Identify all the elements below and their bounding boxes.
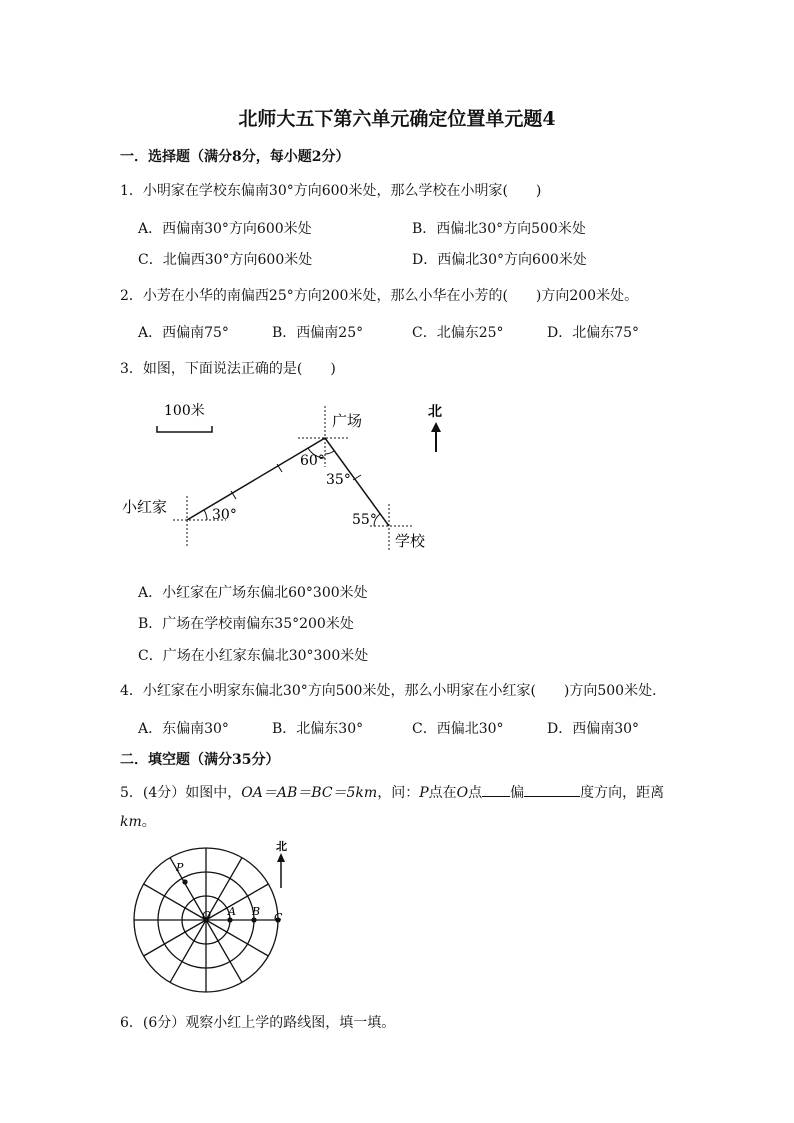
label-o: O xyxy=(202,909,212,922)
q5-text: 点 xyxy=(468,785,483,801)
section-heading-choice: 一．选择题（满分8分，每小题2分） xyxy=(120,149,350,165)
polar-point xyxy=(183,880,187,884)
q5-text: ，问： xyxy=(377,785,420,801)
q4-option-d[interactable]: D．西偏南30° xyxy=(547,721,640,737)
q1-option-c[interactable]: C．北偏西30°方向600米处 xyxy=(138,252,313,268)
q5-unit: km xyxy=(120,814,142,830)
q2-option-c[interactable]: C．北偏东25° xyxy=(412,325,504,341)
q3-option-c[interactable]: C．广场在小红家东偏北30°300米处 xyxy=(138,648,369,664)
label-b: B xyxy=(252,905,261,918)
q5-end: 。 xyxy=(141,814,156,830)
question-5-line2 xyxy=(120,811,156,831)
q5-prefix: 5．(4分）如图中， xyxy=(120,785,242,801)
q5-point-p: P xyxy=(419,785,429,801)
q5-north-arrow-head-icon xyxy=(277,853,285,862)
section-heading-fill: 二．填空题（满分35分） xyxy=(120,752,280,768)
q4-option-a[interactable]: A．东偏南30° xyxy=(138,721,229,737)
label-square: 广场 xyxy=(332,412,363,430)
q5-text: 偏 xyxy=(510,785,525,801)
question-1-text: 1．小明家在学校东偏南30°方向600米处，那么学校在小明家( ) xyxy=(120,183,542,199)
question-4-text: 4．小红家在小明家东偏北30°方向500米处，那么小明家在小红家( )方向500米处． xyxy=(120,683,667,699)
q3-route-figure xyxy=(118,392,458,567)
q5-polar-figure xyxy=(118,836,298,1006)
q5-text: 点在 xyxy=(428,785,457,801)
q4-option-b[interactable]: B．北偏东30° xyxy=(272,721,364,737)
scale-bar xyxy=(157,426,212,432)
label-a: A xyxy=(228,905,236,918)
label-home: 小红家 xyxy=(122,498,168,516)
q1-option-b[interactable]: B．西偏北30°方向500米处 xyxy=(412,221,586,237)
angle-label-square-left: 60° xyxy=(300,453,325,469)
polar-point xyxy=(252,918,256,922)
q2-option-a[interactable]: A．西偏南75° xyxy=(138,325,229,341)
north-arrow-head-icon xyxy=(431,422,441,432)
q1-option-d[interactable]: D．西偏北30°方向600米处 xyxy=(412,252,587,268)
question-2-text: 2．小芳在小华的南偏西25°方向200米处，那么小华在小芳的( )方向200米处。 xyxy=(120,288,639,304)
q3-option-a[interactable]: A．小红家在广场东偏北60°300米处 xyxy=(138,585,368,601)
angle-arc-square-right xyxy=(325,451,334,454)
angle-arc-home xyxy=(204,510,207,520)
scale-label: 100米 xyxy=(164,403,205,419)
polar-ray xyxy=(206,920,268,956)
north-label: 北 xyxy=(428,404,442,420)
polar-point xyxy=(228,918,232,922)
polar-ray xyxy=(170,920,206,982)
label-p: P xyxy=(176,861,184,874)
page-title: 北师大五下第六单元确定位置单元题4 xyxy=(238,108,556,130)
q2-option-d[interactable]: D．北偏东75° xyxy=(547,325,640,341)
angle-label-square-right: 35° xyxy=(326,472,351,488)
question-5-line1 xyxy=(120,782,664,802)
label-school: 学校 xyxy=(395,532,426,550)
q5-point-o: O xyxy=(456,785,469,801)
q1-option-a[interactable]: A．西偏南30°方向600米处 xyxy=(138,221,312,237)
angle-label-home: 30° xyxy=(212,507,237,523)
q5-text: 度方向，距离 xyxy=(580,785,665,801)
polar-ray xyxy=(144,920,206,956)
q5-blank-degree[interactable] xyxy=(524,782,580,797)
q5-equation: OA＝AB＝BC＝5km xyxy=(241,785,378,801)
question-6-text: 6．(6分）观察小红上学的路线图，填一填。 xyxy=(120,1015,396,1031)
question-3-text: 3．如图，下面说法正确的是( ) xyxy=(120,361,336,377)
polar-ray xyxy=(206,920,242,982)
polar-ray xyxy=(144,884,206,920)
q5-blank-direction[interactable] xyxy=(482,782,510,797)
q2-option-b[interactable]: B．西偏南25° xyxy=(272,325,364,341)
q5-north-label: 北 xyxy=(276,840,287,853)
polar-ray xyxy=(206,858,242,920)
q3-option-b[interactable]: B．广场在学校南偏东35°200米处 xyxy=(138,616,354,632)
q4-option-c[interactable]: C．西偏北30° xyxy=(412,721,504,737)
label-c: C xyxy=(274,911,283,924)
angle-label-school: 55° xyxy=(352,512,377,528)
